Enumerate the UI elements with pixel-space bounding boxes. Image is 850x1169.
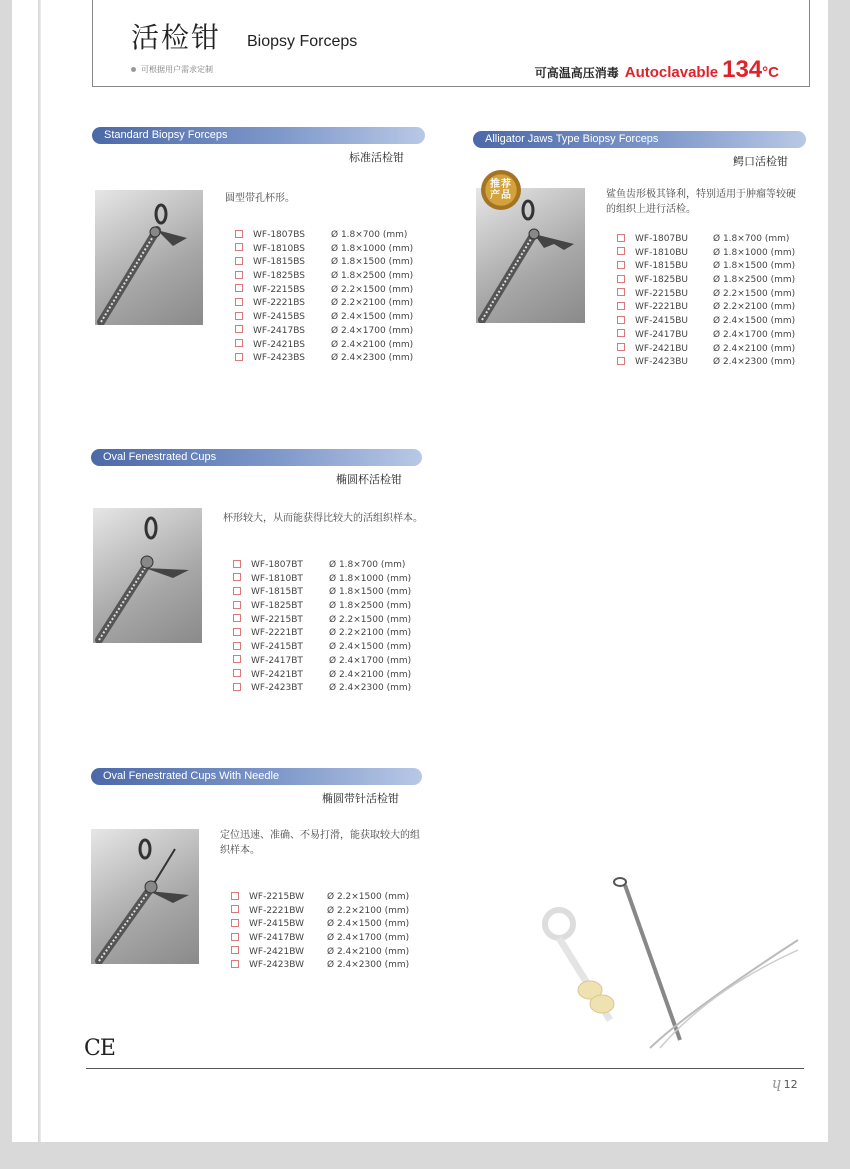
model-code: WF-2421BW bbox=[249, 946, 304, 957]
model-code: WF-2423BT bbox=[251, 683, 303, 694]
model-row bbox=[233, 641, 411, 655]
model-size: Ø 1.8×2500 (mm) bbox=[329, 601, 412, 612]
model-size: Ø 1.8×2500 (mm) bbox=[713, 275, 796, 286]
model-size: Ø 2.4×1700 (mm) bbox=[327, 933, 410, 944]
model-size: Ø 1.8×1000 (mm) bbox=[331, 243, 414, 254]
model-row bbox=[617, 356, 795, 370]
model-row bbox=[231, 905, 409, 919]
model-row bbox=[235, 270, 413, 284]
page-title-cn: 活检钳 bbox=[131, 21, 222, 54]
model-size: Ø 2.4×1500 (mm) bbox=[329, 642, 412, 653]
section-title-cn: 标准活检钳 bbox=[349, 151, 404, 164]
model-size: Ø 2.4×2100 (mm) bbox=[713, 343, 796, 354]
checkbox-icon bbox=[233, 642, 241, 650]
model-size: Ø 2.4×2300 (mm) bbox=[329, 683, 412, 694]
model-row bbox=[235, 256, 413, 270]
model-row bbox=[617, 288, 795, 302]
model-code: WF-2215BT bbox=[251, 614, 303, 625]
model-size: Ø 2.2×1500 (mm) bbox=[327, 892, 410, 902]
model-size: Ø 1.8×1500 (mm) bbox=[713, 261, 796, 272]
model-row bbox=[617, 233, 795, 247]
model-code: WF-1815BU bbox=[635, 261, 688, 272]
model-code: WF-1810BT bbox=[251, 573, 303, 584]
model-code: WF-1825BT bbox=[251, 601, 303, 612]
model-code: WF-1810BU bbox=[635, 247, 688, 258]
checkbox-icon bbox=[617, 247, 625, 255]
checkbox-icon bbox=[235, 339, 243, 347]
model-list-oval bbox=[233, 559, 411, 696]
model-size: Ø 1.8×1000 (mm) bbox=[713, 247, 796, 258]
model-size: Ø 2.4×1500 (mm) bbox=[713, 316, 796, 327]
checkbox-icon bbox=[235, 284, 243, 292]
model-code: WF-1807BT bbox=[251, 560, 303, 570]
model-code: WF-2415BT bbox=[251, 642, 303, 653]
model-row bbox=[231, 946, 409, 960]
model-code: WF-2221BW bbox=[249, 905, 304, 916]
model-size: Ø 2.2×2100 (mm) bbox=[331, 298, 414, 309]
checkbox-icon bbox=[233, 573, 241, 581]
model-code: WF-2415BU bbox=[635, 316, 688, 327]
checkbox-icon bbox=[235, 325, 243, 333]
model-size: Ø 2.2×2100 (mm) bbox=[329, 628, 412, 639]
model-row bbox=[233, 682, 411, 696]
checkbox-icon bbox=[617, 343, 625, 351]
section-title-cn: 鳄口活检钳 bbox=[733, 155, 788, 168]
model-code: WF-2417BU bbox=[635, 329, 688, 340]
model-row bbox=[617, 274, 795, 288]
ce-mark-logo: CE bbox=[84, 1036, 115, 1061]
model-code: WF-1807BS bbox=[253, 230, 305, 240]
model-size: Ø 2.2×1500 (mm) bbox=[713, 288, 796, 299]
model-row bbox=[233, 573, 411, 587]
model-row bbox=[233, 669, 411, 683]
checkbox-icon bbox=[235, 353, 243, 361]
customization-note bbox=[131, 64, 213, 75]
model-code: WF-2215BS bbox=[253, 284, 305, 295]
checkbox-icon bbox=[233, 669, 241, 677]
autoclave-label bbox=[535, 56, 779, 84]
model-list-standard bbox=[235, 229, 413, 366]
model-code: WF-1825BU bbox=[635, 275, 688, 286]
page-number-text: 12 bbox=[783, 1078, 798, 1091]
checkbox-icon bbox=[235, 230, 243, 238]
page-number bbox=[772, 1074, 798, 1092]
checkbox-icon bbox=[231, 946, 239, 954]
checkbox-icon bbox=[233, 560, 241, 568]
model-size: Ø 2.4×2100 (mm) bbox=[331, 339, 414, 350]
checkbox-icon bbox=[617, 357, 625, 365]
model-row bbox=[617, 343, 795, 357]
model-row bbox=[233, 600, 411, 614]
footer-divider bbox=[86, 1068, 804, 1069]
model-size: Ø 1.8×1000 (mm) bbox=[329, 573, 412, 584]
checkbox-icon bbox=[231, 905, 239, 913]
section-title-en: Oval Fenestrated Cups bbox=[91, 449, 422, 466]
section-description: 鲨鱼齿形极其锋利，特别适用于肿瘤等较硬的组织上进行活检。 bbox=[606, 189, 796, 215]
model-row bbox=[231, 932, 409, 946]
page-header bbox=[92, 0, 810, 87]
model-size: Ø 2.2×2100 (mm) bbox=[713, 302, 796, 313]
model-list-needle bbox=[231, 891, 409, 973]
checkbox-icon bbox=[617, 288, 625, 296]
product-photo-needle bbox=[91, 829, 199, 964]
checkbox-icon bbox=[233, 601, 241, 609]
model-code: WF-2417BW bbox=[249, 933, 304, 944]
checkbox-icon bbox=[231, 919, 239, 927]
model-code: WF-2215BU bbox=[635, 288, 688, 299]
checkbox-icon bbox=[231, 933, 239, 941]
section-oval-needle bbox=[91, 768, 422, 808]
section-alligator-jaws bbox=[473, 131, 806, 171]
model-size: Ø 2.4×1500 (mm) bbox=[327, 919, 410, 930]
product-photo-oval bbox=[93, 508, 202, 643]
section-title-cn: 椭圆杯活检钳 bbox=[336, 473, 402, 486]
model-size: Ø 2.4×1700 (mm) bbox=[713, 329, 796, 340]
page-title-en: Biopsy Forceps bbox=[247, 33, 358, 50]
section-description: 圆型带孔杯形。 bbox=[225, 193, 295, 204]
model-row bbox=[235, 297, 413, 311]
checkbox-icon bbox=[617, 302, 625, 310]
checkbox-icon bbox=[617, 234, 625, 242]
model-code: WF-2215BW bbox=[249, 892, 304, 902]
model-size: Ø 1.8×2500 (mm) bbox=[331, 271, 414, 282]
model-size: Ø 2.4×1700 (mm) bbox=[331, 325, 414, 336]
model-row bbox=[233, 627, 411, 641]
section-description: 杯形较大，从而能获得比较大的活组织样本。 bbox=[223, 513, 423, 524]
model-size: Ø 2.4×1500 (mm) bbox=[331, 312, 414, 323]
checkbox-icon bbox=[617, 275, 625, 283]
model-code: WF-2417BS bbox=[253, 325, 305, 336]
model-size: Ø 1.8×700 (mm) bbox=[713, 234, 790, 244]
model-size: Ø 2.4×2300 (mm) bbox=[331, 353, 414, 364]
model-row bbox=[617, 260, 795, 274]
forceps-product-illustration bbox=[540, 870, 800, 1050]
checkbox-icon bbox=[617, 261, 625, 269]
model-size: Ø 1.8×700 (mm) bbox=[331, 230, 408, 240]
model-row bbox=[235, 229, 413, 243]
model-size: Ø 2.4×1700 (mm) bbox=[329, 655, 412, 666]
autoclave-temp: 134 bbox=[722, 56, 763, 83]
model-row bbox=[617, 329, 795, 343]
forceps-illustration bbox=[91, 829, 199, 964]
checkbox-icon bbox=[235, 243, 243, 251]
model-size: Ø 2.2×2100 (mm) bbox=[327, 905, 410, 916]
checkbox-icon bbox=[231, 960, 239, 968]
model-code: WF-1825BS bbox=[253, 271, 305, 282]
model-size: Ø 2.4×2100 (mm) bbox=[327, 946, 410, 957]
model-row bbox=[231, 959, 409, 973]
recommended-badge-text: 推荐 产品 bbox=[481, 170, 521, 210]
model-code: WF-1815BS bbox=[253, 257, 305, 268]
checkbox-icon bbox=[233, 655, 241, 663]
section-title-en: Standard Biopsy Forceps bbox=[92, 127, 425, 144]
model-code: WF-2421BT bbox=[251, 669, 303, 680]
section-title-en: Oval Fenestrated Cups With Needle bbox=[91, 768, 422, 785]
checkbox-icon bbox=[233, 614, 241, 622]
checkbox-icon bbox=[235, 271, 243, 279]
model-size: Ø 1.8×1500 (mm) bbox=[329, 587, 412, 598]
section-title-en: Alligator Jaws Type Biopsy Forceps bbox=[473, 131, 806, 148]
model-row bbox=[235, 352, 413, 366]
model-row bbox=[231, 891, 409, 905]
model-row bbox=[235, 311, 413, 325]
checkbox-icon bbox=[617, 329, 625, 337]
model-size: Ø 2.4×2300 (mm) bbox=[327, 960, 410, 971]
model-code: WF-2221BS bbox=[253, 298, 305, 309]
autoclave-en: Autoclavable bbox=[624, 64, 719, 81]
model-row bbox=[617, 247, 795, 261]
recommended-badge bbox=[481, 170, 521, 210]
section-description: 定位迅速、准确、不易打滑，能获取较大的组织样本。 bbox=[220, 830, 420, 856]
model-row bbox=[617, 301, 795, 315]
model-code: WF-1810BS bbox=[253, 243, 305, 254]
autoclave-cn: 可高温高压消毒 bbox=[534, 66, 619, 80]
model-size: Ø 1.8×1500 (mm) bbox=[331, 257, 414, 268]
customization-note-text: 可根据用户需求定制 bbox=[141, 65, 213, 74]
model-size: Ø 2.4×2300 (mm) bbox=[713, 357, 796, 368]
model-code: WF-2415BW bbox=[249, 919, 304, 930]
forceps-illustration bbox=[93, 508, 202, 643]
model-code: WF-2421BU bbox=[635, 343, 688, 354]
model-code: WF-2421BS bbox=[253, 339, 305, 350]
model-row bbox=[235, 339, 413, 353]
section-oval-cups bbox=[91, 449, 422, 489]
model-code: WF-2417BT bbox=[251, 655, 303, 666]
model-row bbox=[617, 315, 795, 329]
model-row bbox=[235, 325, 413, 339]
model-list-alligator bbox=[617, 233, 795, 370]
checkbox-icon bbox=[233, 587, 241, 595]
checkbox-icon bbox=[231, 892, 239, 900]
bullet-icon bbox=[131, 67, 136, 72]
model-code: WF-2423BW bbox=[249, 960, 304, 971]
model-row bbox=[235, 284, 413, 298]
model-code: WF-2423BU bbox=[635, 357, 688, 368]
checkbox-icon bbox=[235, 312, 243, 320]
model-row bbox=[233, 614, 411, 628]
model-size: Ø 2.2×1500 (mm) bbox=[331, 284, 414, 295]
product-photo-standard bbox=[95, 190, 203, 325]
model-row bbox=[235, 243, 413, 257]
model-code: WF-2415BS bbox=[253, 312, 305, 323]
autoclave-unit: °C bbox=[762, 64, 779, 81]
checkbox-icon bbox=[233, 683, 241, 691]
model-size: Ø 2.4×2100 (mm) bbox=[329, 669, 412, 680]
model-row bbox=[231, 918, 409, 932]
model-row bbox=[233, 559, 411, 573]
model-code: WF-1815BT bbox=[251, 587, 303, 598]
model-row bbox=[233, 586, 411, 600]
model-code: WF-2423BS bbox=[253, 353, 305, 364]
model-size: Ø 1.8×700 (mm) bbox=[329, 560, 406, 570]
checkbox-icon bbox=[235, 298, 243, 306]
checkbox-icon bbox=[617, 316, 625, 324]
model-size: Ø 2.2×1500 (mm) bbox=[329, 614, 412, 625]
page-scribble: ɥ bbox=[772, 1074, 782, 1092]
model-code: WF-2221BU bbox=[635, 302, 688, 313]
checkbox-icon bbox=[235, 257, 243, 265]
checkbox-icon bbox=[233, 628, 241, 636]
model-row bbox=[233, 655, 411, 669]
model-code: WF-2221BT bbox=[251, 628, 303, 639]
binding-edge bbox=[38, 0, 41, 1142]
section-title-cn: 椭圆带针活检钳 bbox=[322, 792, 399, 805]
forceps-illustration bbox=[95, 190, 203, 325]
model-code: WF-1807BU bbox=[635, 234, 688, 244]
